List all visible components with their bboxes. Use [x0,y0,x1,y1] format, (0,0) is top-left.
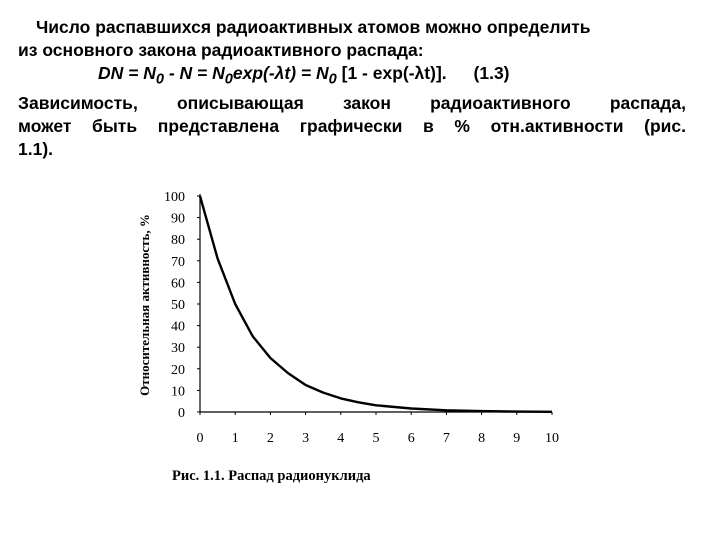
y-tick-label: 30 [171,341,185,357]
figure-caption: Рис. 1.1. Распад радионуклида [172,468,371,484]
x-tick-label: 1 [231,431,239,446]
y-tick-label: 90 [171,211,185,227]
x-tick-label: 0 [196,431,204,446]
decay-curve [200,196,552,412]
y-tick-label: 10 [171,384,185,400]
x-tick-label: 8 [478,431,486,446]
x-tick-label: 7 [442,431,450,446]
equation-number: (1.3) [473,63,510,83]
y-tick-label: 20 [171,362,185,378]
y-tick-label: 50 [171,298,185,313]
formula: DN = $N_0 - N = N_0\exp(-\lambda t) = N_0$ [1 - exp(-λt)]. [98,63,447,88]
y-tick-label: 100 [164,190,185,205]
y-tick-label: 60 [171,276,185,292]
x-tick-label: 4 [337,431,345,446]
x-tick-label: 6 [407,431,415,446]
x-tick-label: 10 [545,431,559,446]
y-tick-label: 80 [171,233,185,249]
paragraph-line-1: Число распавшихся радиоактивных атомов можно определить [36,17,591,37]
x-tick-label: 9 [513,431,521,446]
y-tick-label: 0 [178,406,185,421]
paragraph-line-4: Зависимость, описывающая закон радиоактивного распада, [18,92,686,113]
paragraph-line-6: 1.1). [18,138,54,159]
paragraph-line-5: может быть представлена графически в % отн.активности (рис. [18,115,686,136]
x-tick-label: 5 [372,431,380,446]
y-tick-label: 40 [171,319,185,335]
x-tick-label: 3 [302,431,310,446]
x-tick-label: 2 [266,431,274,446]
paragraph-line-2: из основного закона радиоактивного распада: [18,40,424,60]
y-tick-label: 70 [171,254,185,270]
y-axis-title: Относительная активность, % [137,214,152,396]
